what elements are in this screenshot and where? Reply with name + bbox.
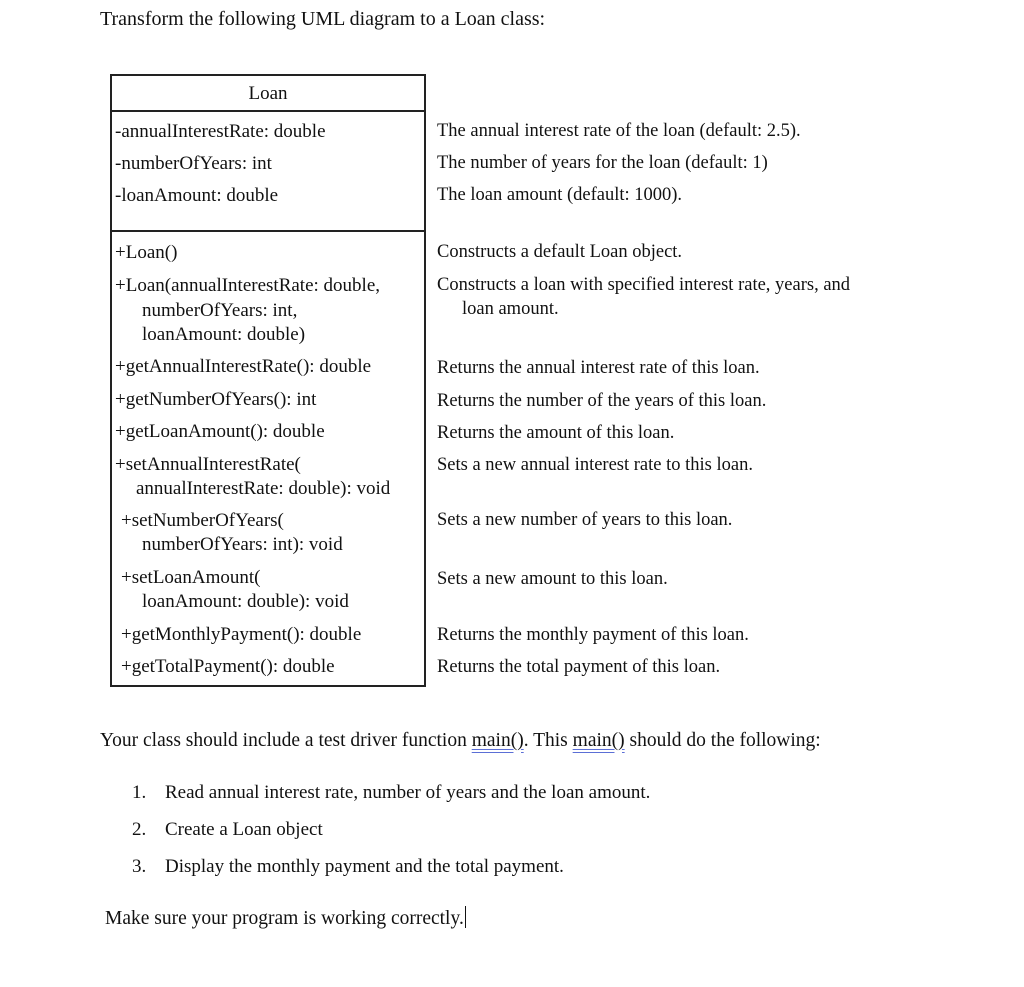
attribute-description: The number of years for the loan (default: 1): [437, 153, 768, 173]
uml-attribute: -annualInterestRate: double: [115, 121, 326, 142]
list-item: Create a Loan object: [165, 819, 323, 840]
method-description: Returns the amount of this loan.: [437, 423, 675, 443]
main-function-reference: main(): [471, 730, 524, 751]
uml-method: +getNumberOfYears(): int: [115, 389, 317, 410]
uml-method-continuation: loanAmount: double): [142, 324, 306, 345]
instructions-intro: [100, 730, 821, 752]
method-description: Sets a new annual interest rate to this loan.: [437, 455, 753, 475]
attribute-description: The annual interest rate of the loan (default: 2.5).: [437, 121, 801, 141]
method-description: Returns the monthly payment of this loan.: [437, 625, 749, 645]
method-description-continuation: loan amount.: [462, 299, 559, 319]
method-description: Sets a new number of years to this loan.: [437, 510, 733, 530]
uml-attribute: -numberOfYears: int: [115, 153, 272, 174]
intro-text: Your class should include a test driver function: [100, 730, 472, 751]
attribute-description: The loan amount (default: 1000).: [437, 185, 683, 205]
uml-method: +setLoanAmount(: [121, 567, 261, 588]
list-number: 3.: [132, 856, 147, 877]
uml-class-name: Loan: [112, 76, 424, 112]
method-description: Returns the annual interest rate of this loan.: [437, 358, 760, 378]
uml-method: +getMonthlyPayment(): double: [121, 624, 362, 645]
list-item: Display the monthly payment and the total payment.: [165, 856, 564, 877]
document-heading: Transform the following UML diagram to a Loan class:: [100, 8, 546, 30]
uml-method: +Loan(): [115, 242, 178, 263]
uml-method: +getTotalPayment(): double: [121, 656, 335, 677]
intro-text: should do the following:: [624, 730, 821, 751]
list-item: Read annual interest rate, number of years and the loan amount.: [165, 782, 651, 803]
main-function-reference: main(): [572, 730, 625, 751]
uml-method-continuation: numberOfYears: int,: [142, 300, 298, 321]
closing-line[interactable]: [105, 906, 466, 930]
uml-method-continuation: numberOfYears: int): void: [142, 534, 343, 555]
list-number: 1.: [132, 782, 147, 803]
uml-method: +getLoanAmount(): double: [115, 421, 325, 442]
uml-method: +setAnnualInterestRate(: [115, 454, 301, 475]
method-description: Constructs a loan with specified interest rate, years, and: [437, 275, 851, 295]
list-number: 2.: [132, 819, 147, 840]
uml-section-divider: [112, 230, 424, 232]
closing-text: Make sure your program is working correctly.: [105, 908, 464, 929]
method-description: Sets a new amount to this loan.: [437, 569, 668, 589]
uml-method: +setNumberOfYears(: [121, 510, 284, 531]
uml-method: +Loan(annualInterestRate: double,: [115, 275, 381, 296]
method-description: Returns the total payment of this loan.: [437, 657, 721, 677]
method-description: Returns the number of the years of this loan.: [437, 391, 767, 411]
uml-method-continuation: annualInterestRate: double): void: [136, 478, 391, 499]
method-description: Constructs a default Loan object.: [437, 242, 683, 262]
intro-text: . This: [523, 730, 573, 751]
uml-method-continuation: loanAmount: double): void: [142, 591, 349, 612]
uml-method: +getAnnualInterestRate(): double: [115, 356, 372, 377]
uml-attribute: -loanAmount: double: [115, 185, 279, 206]
text-cursor: [465, 906, 466, 928]
